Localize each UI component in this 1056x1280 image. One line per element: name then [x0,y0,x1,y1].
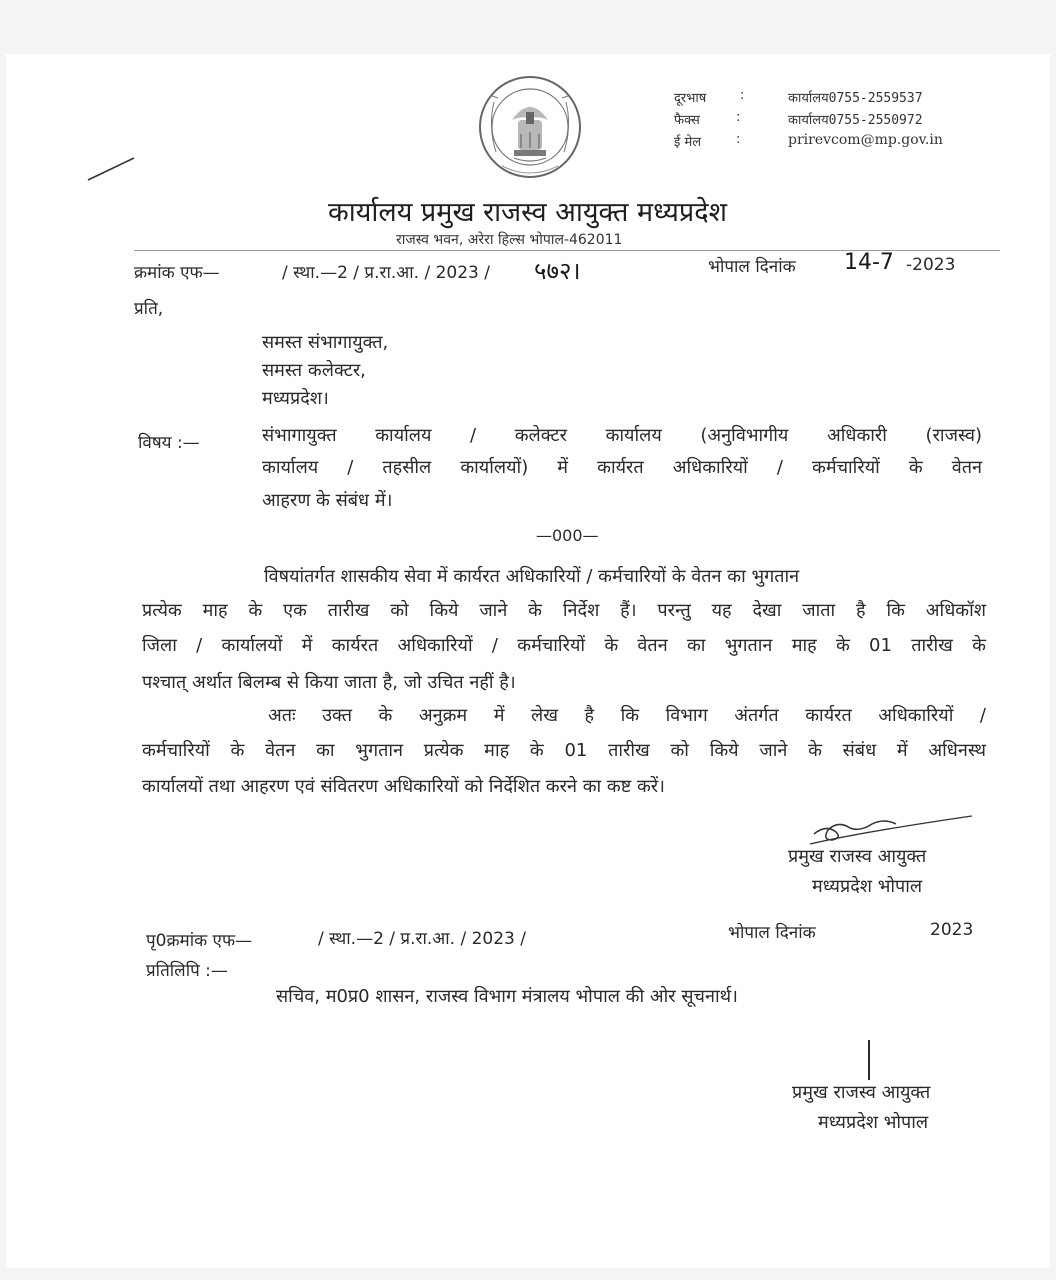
fax-separator: : [736,110,741,125]
recipient-line-3: मध्यप्रदेश। [262,388,329,409]
endorsement-number-body: / स्था.—2 / प्र.रा.आ. / 2023 / [318,929,526,949]
signature2-designation: प्रमुख राजस्व आयुक्त [792,1082,931,1103]
ref-date-handwritten: 14-7 [844,250,894,275]
para1-line-3: जिला / कार्यालयों में कार्यरत अधिकारियों / कर्मचारियों के वेतन का भुगतान माह के 01 तारीख के [142,635,986,656]
fax-label: फैक्स [674,113,700,128]
phone-value: कार्यालय0755-2559537 [788,91,923,106]
ref-number-prefix: क्रमांक एफ— [134,263,220,283]
endorsement-date-label: भोपाल दिनांक [728,923,816,943]
initial-mark [868,1040,870,1080]
subject-label: विषय :— [138,433,200,453]
office-title: कार्यालय प्रमुख राजस्व आयुक्त मध्यप्रदेश [328,197,727,228]
signature2-location: मध्यप्रदेश भोपाल [818,1112,929,1133]
ref-number-body: / स्था.—2 / प्र.रा.आ. / 2023 / [282,263,490,283]
pen-mark [86,154,138,184]
endorsement-number-prefix: पृ0क्रमांक एफ— [146,931,253,951]
state-emblem-icon [474,72,586,182]
phone-label: दूरभाष [674,91,707,106]
ref-date-year: -2023 [906,255,956,275]
signature1-designation: प्रमुख राजस्व आयुक्त [788,846,927,867]
copy-label: प्रतिलिपि :— [146,961,228,981]
para1-line-2: प्रत्येक माह के एक तारीख को किये जाने के निर्देश हैं। परन्तु यह देखा जाता है कि अधिकॉश [142,600,986,621]
para1-line-4: पश्चात् अर्थात बिलम्ब से किया जाता है, जो उचित नहीं है। [142,672,516,693]
section-separator: —000— [536,526,599,545]
email-separator: : [736,132,741,147]
phone-separator: : [740,88,745,103]
signature1-location: मध्यप्रदेश भोपाल [812,876,923,897]
subject-line-3: आहरण के संबंध में। [262,490,393,511]
para2-line-2: कर्मचारियों के वेतन का भुगतान प्रत्येक माह के 01 तारीख को किये जाने के संबंध में अधिनस्थ [142,740,986,761]
para2-line-1: अतः उक्त के अनुक्रम में लेख है कि विभाग अंतर्गत कार्यरत अधिकारियों / [268,705,986,726]
email-label: ई मेल [674,135,702,150]
fax-value: कार्यालय0755-2550972 [788,113,923,128]
para2-line-3: कार्यालयों तथा आहरण एवं संवितरण अधिकारियों को निर्देशित करने का कष्ट करें। [142,776,665,797]
subject-line-2: कार्यालय / तहसील कार्यालयों) में कार्यरत अधिकारियों / कर्मचारियों के वेतन [262,457,982,478]
ref-date-label: भोपाल दिनांक [708,257,796,277]
letter-page [6,54,1050,1268]
recipient-line-1: समस्त संभागायुक्त, [262,332,389,353]
subject-line-1: संभागायुक्त कार्यालय / कलेक्टर कार्यालय (अनुविभागीय अधिकारी (राजस्व) [262,425,982,446]
copy-to-line: सचिव, म0प्र0 शासन, राजस्व विभाग मंत्रालय भोपाल की ओर सूचनार्थ। [276,986,738,1007]
recipient-line-2: समस्त कलेक्टर, [262,360,366,381]
ref-number-handwritten: ५७२। [534,257,581,285]
endorsement-date-year: 2023 [930,920,974,940]
prati-label: प्रति, [134,299,164,319]
email-value: prirevcom@mp.gov.in [788,132,943,148]
office-address: राजस्व भवन, अरेरा हिल्स भोपाल-462011 [396,232,623,248]
para1-line-1: विषयांतर्गत शासकीय सेवा में कार्यरत अधिकारियों / कर्मचारियों के वेतन का भुगतान [264,566,800,587]
